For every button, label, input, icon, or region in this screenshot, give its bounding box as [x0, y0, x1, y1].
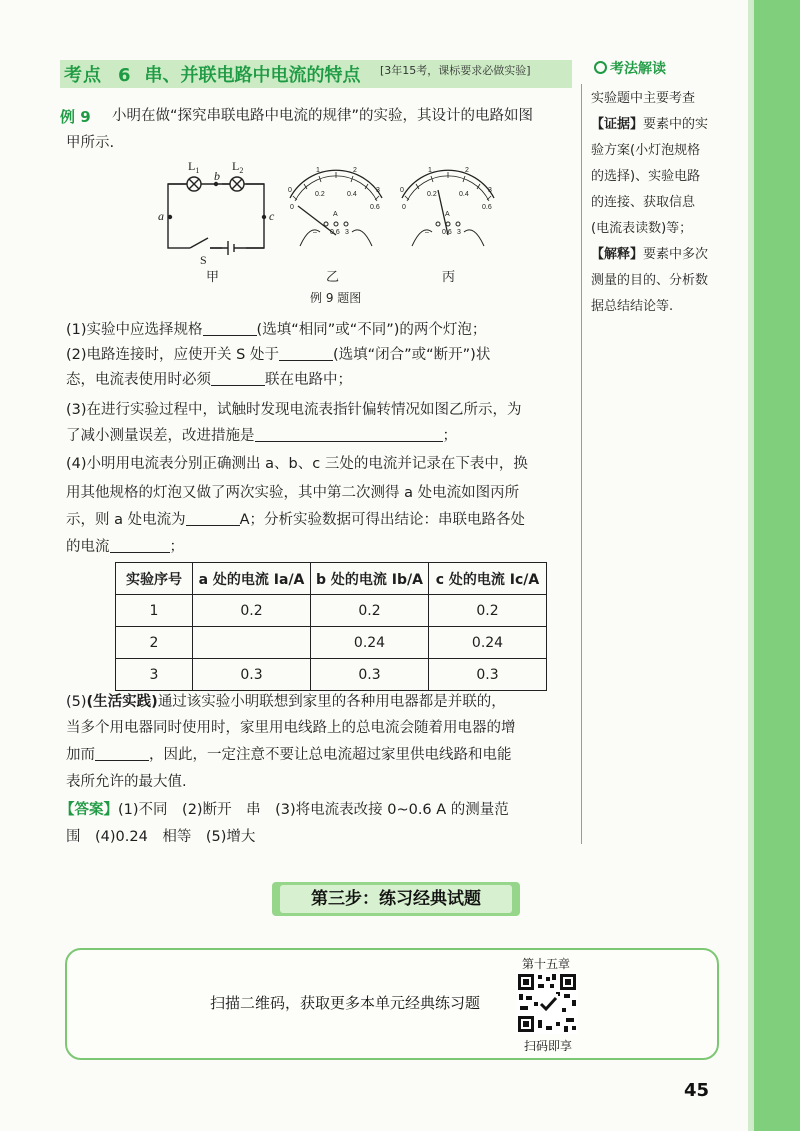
svg-text:3: 3: [457, 229, 461, 236]
answer-blank[interactable]: [279, 346, 333, 361]
label-yi: 乙: [326, 270, 340, 285]
question-2: (2)电路连接时，应使开关 S 处于 (选填“闭合”或“断开”)状: [66, 347, 491, 363]
answer-blank[interactable]: [110, 538, 170, 553]
answer-label: 【答案】: [60, 802, 118, 818]
data-table: [115, 562, 547, 691]
search-icon: [594, 61, 607, 74]
step-banner: [272, 882, 520, 916]
side-body: [591, 86, 721, 320]
side-line: 实验题中主要考查: [591, 91, 696, 106]
answer-blank[interactable]: [186, 511, 240, 526]
column-divider: [581, 84, 582, 844]
side-line: (电流表读数)等；: [591, 221, 693, 236]
question-1: (1)实验中应选择规格 (选填“相同”或“不同”)的两个灯泡；: [66, 322, 487, 338]
question-5-cont: 表所允许的最大值.: [66, 774, 187, 790]
question-4-cont: 的电流 ；: [66, 539, 184, 555]
qr-code-icon[interactable]: [516, 972, 578, 1034]
side-line: 的连接、获取信息: [591, 195, 696, 210]
table-header: a 处的电流 Ia/A: [193, 563, 311, 595]
side-line: 的选择)、实验电路: [591, 169, 701, 184]
table-cell: 1: [116, 595, 193, 627]
circuit-figure: [150, 150, 550, 310]
qr-chapter: 第十五章: [522, 957, 571, 971]
svg-text:0: 0: [288, 187, 292, 194]
svg-text:0.6: 0.6: [370, 204, 380, 211]
answer-line: 【答案】(1)不同 (2)断开 串 (3)将电流表改接 0~0.6 A 的测量范: [60, 802, 509, 818]
label-l2: $L_2$: [232, 159, 244, 175]
answer-blank[interactable]: [211, 371, 265, 386]
table-cell: 0.24: [429, 627, 547, 659]
ammeter-bing: [400, 167, 494, 246]
answer-line: 围 (4)0.24 相等 (5)增大: [66, 829, 256, 845]
svg-text:0.4: 0.4: [459, 191, 469, 198]
svg-text:0.2: 0.2: [427, 191, 437, 198]
circuit-wire: [168, 184, 264, 248]
page-number: 45: [684, 1080, 710, 1101]
table-cell: 3: [116, 659, 193, 691]
svg-text:0.6: 0.6: [442, 229, 452, 236]
table-cell[interactable]: [193, 627, 311, 659]
svg-text:0: 0: [402, 204, 406, 211]
kaodian-title: 6 串、并联电路中电流的特点: [118, 65, 361, 86]
table-cell: 0.3: [311, 659, 429, 691]
label-jia: 甲: [206, 270, 220, 285]
label-a: a: [158, 209, 164, 223]
label-s: S: [200, 253, 207, 267]
table-header-row: [116, 563, 547, 595]
svg-text:1: 1: [316, 167, 320, 174]
side-line: 验方案(小灯泡规格: [591, 143, 701, 158]
label-c: c: [269, 209, 275, 223]
table-cell: 0.3: [429, 659, 547, 691]
question-5: (5)(生活实践)通过该实验小明联想到家里的各种用电器都是并联的，: [66, 694, 506, 710]
table-cell: 2: [116, 627, 193, 659]
kaodian-note: [3年15考，课标要求必做实验]: [380, 64, 531, 77]
question-3: (3)在进行实验过程中，试触时发现电流表指针偏转情况如图乙所示，为: [66, 402, 522, 418]
question-5-cont: 当多个用电器同时使用时，家里用电线路上的总电流会随着用电器的增: [66, 720, 516, 736]
question-5-cont: 加而 ，因此，一定注意不要让总电流超过家里供电线路和电能: [66, 747, 512, 763]
table-header: c 处的电流 Ic/A: [429, 563, 547, 595]
step-title: 第三步：练习经典试题: [280, 885, 512, 913]
side-line: 【解释】要素中多次: [591, 247, 709, 262]
figure-caption: 例 9 题图: [310, 291, 362, 305]
question-4-cont: 示，则 a 处电流为 A；分析实验数据可得出结论：串联电路各处: [66, 512, 526, 528]
svg-text:3: 3: [488, 187, 492, 194]
table-cell: 0.2: [429, 595, 547, 627]
page-edge: [754, 0, 800, 1131]
svg-text:2: 2: [465, 167, 469, 174]
table-cell: 0.24: [311, 627, 429, 659]
svg-text:3: 3: [376, 187, 380, 194]
svg-text:–: –: [425, 229, 429, 236]
table-row: [116, 659, 547, 691]
table-header: 实验序号: [116, 563, 193, 595]
table-header: b 处的电流 Ib/A: [311, 563, 429, 595]
table-cell: 0.3: [193, 659, 311, 691]
table-cell: 0.2: [311, 595, 429, 627]
example-label: 例 9: [60, 108, 91, 126]
answer-blank[interactable]: [203, 321, 257, 336]
label-bing: 丙: [442, 270, 456, 285]
svg-text:0.6: 0.6: [482, 204, 492, 211]
table-row: [116, 595, 547, 627]
question-4-cont: 用其他规格的灯泡又做了两次实验，其中第二次测得 a 处电流如图丙所: [66, 485, 520, 501]
label-b: b: [214, 169, 220, 183]
answer-blank[interactable]: [95, 746, 149, 761]
side-line: 【证据】要素中的实: [591, 117, 709, 132]
svg-text:0.2: 0.2: [315, 191, 325, 198]
answer-blank[interactable]: [255, 427, 443, 442]
side-title: 考法解读: [594, 58, 666, 78]
qr-description: 扫描二维码，获取更多本单元经典练习题: [210, 994, 481, 1012]
question-2-cont: 态，电流表使用时必须 联在电路中；: [66, 372, 352, 388]
svg-text:A: A: [445, 211, 450, 218]
table-row: [116, 627, 547, 659]
svg-text:0: 0: [400, 187, 404, 194]
life-practice-tag: (生活实践): [86, 694, 158, 710]
question-4: (4)小明用电流表分别正确测出 a、b、c 三处的电流并记录在下表中，换: [66, 456, 528, 472]
table-cell: 0.2: [193, 595, 311, 627]
svg-text:–: –: [313, 229, 317, 236]
qr-caption: 扫码即享: [524, 1039, 573, 1053]
svg-text:0.4: 0.4: [347, 191, 357, 198]
svg-text:0: 0: [290, 204, 294, 211]
svg-text:2: 2: [353, 167, 357, 174]
question-3-cont: 了减小测量误差，改进措施是 ；: [66, 428, 457, 444]
svg-text:1: 1: [428, 167, 432, 174]
ammeter-yi: [288, 167, 382, 246]
svg-text:3: 3: [345, 229, 349, 236]
example-line: 甲所示.: [66, 135, 115, 151]
example-line: 小明在做“探究串联电路中电流的规律”的实验，其设计的电路如图: [112, 108, 534, 124]
side-line: 据总结结论等.: [591, 299, 674, 314]
kaodian-tag: 考点: [64, 65, 102, 86]
side-line: 测量的目的、分析数: [591, 273, 709, 288]
svg-text:0.6: 0.6: [330, 229, 340, 236]
svg-text:A: A: [333, 211, 338, 218]
label-l1: $L_1$: [188, 159, 200, 175]
